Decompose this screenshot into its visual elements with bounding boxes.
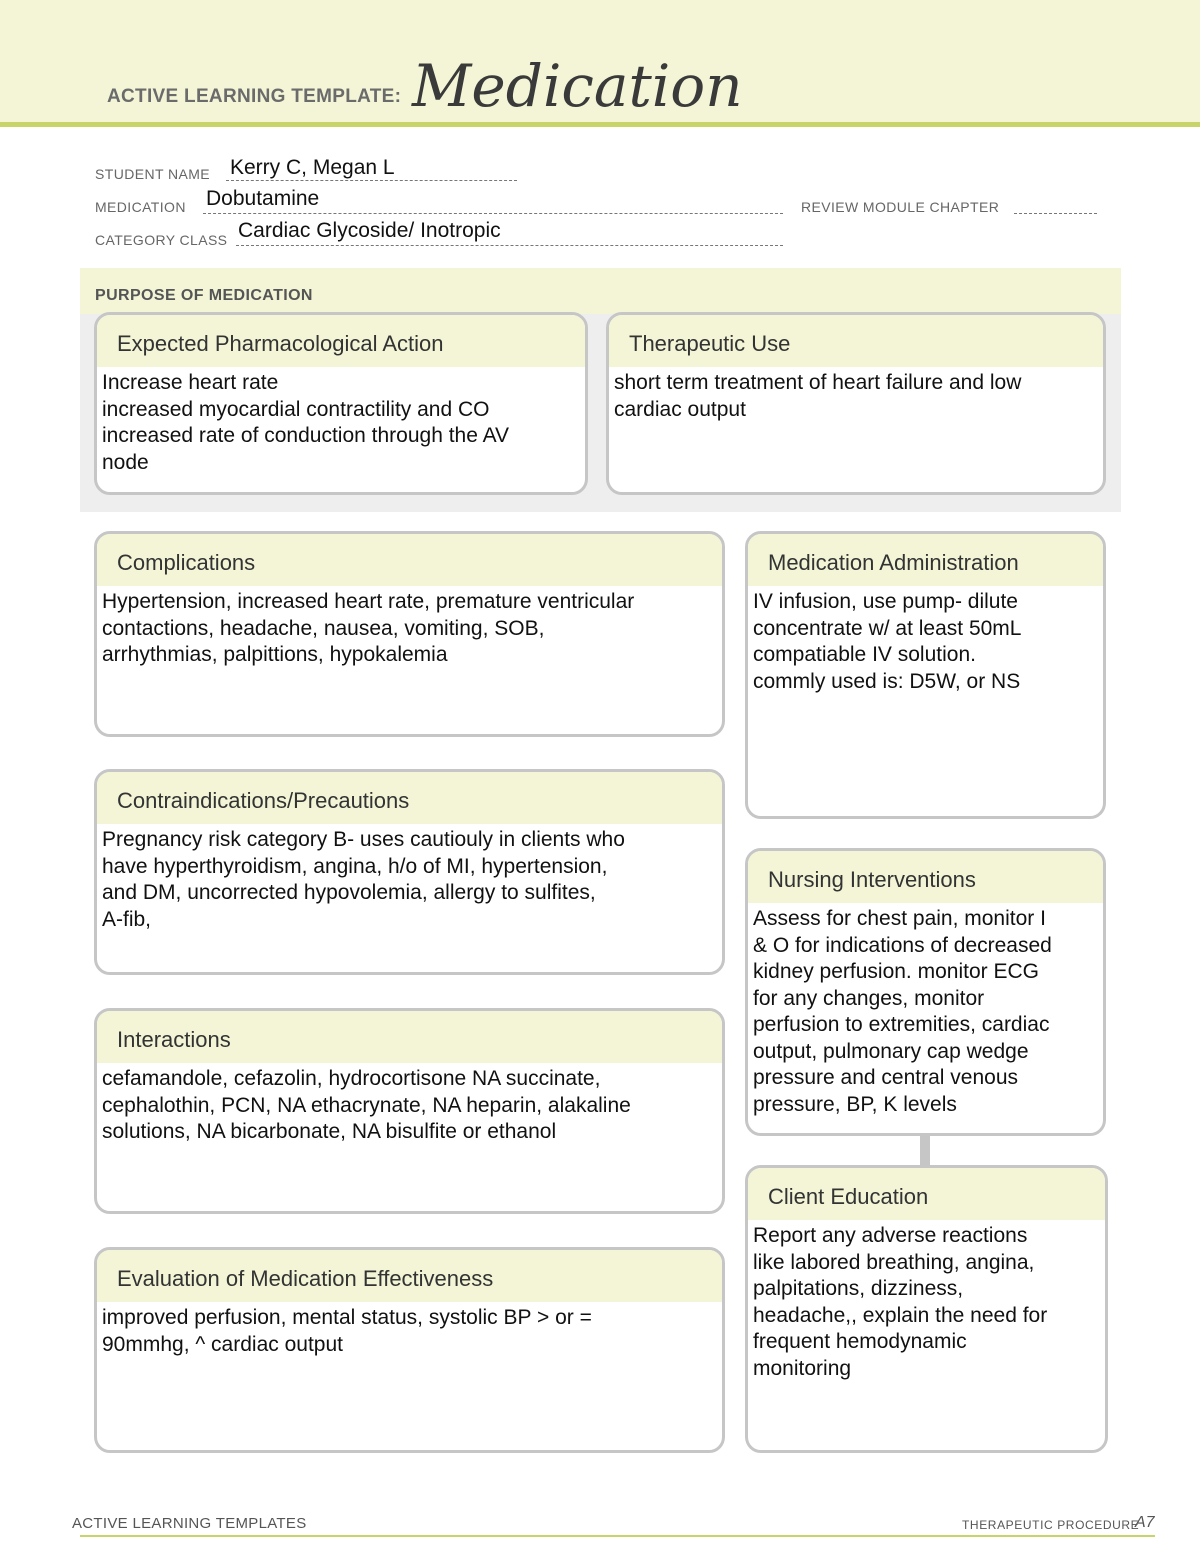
page-number: A7 xyxy=(1135,1514,1155,1531)
category-class-line xyxy=(236,245,783,246)
footer-rule xyxy=(80,1535,1155,1537)
card-title: Evaluation of Medication Effectiveness xyxy=(97,1250,722,1302)
card-body[interactable]: Report any adverse reactions like labored breathing, angina, palpitations, dizziness, headache,, explain the need for frequent hemodynamic monitoring xyxy=(753,1224,1048,1380)
student-name-field[interactable]: Kerry C, Megan L xyxy=(230,156,395,179)
student-name-label: STUDENT NAME xyxy=(95,166,210,182)
card-therapeutic-use xyxy=(606,312,1106,495)
card-body[interactable]: improved perfusion, mental status, systolic BP > or = 90mmhg, ^ cardiac output xyxy=(102,1306,592,1356)
card-client-education xyxy=(745,1165,1108,1453)
card-title: Client Education xyxy=(748,1168,1105,1220)
card-evaluation xyxy=(94,1247,725,1453)
card-title: Interactions xyxy=(97,1011,722,1063)
footer-left: ACTIVE LEARNING TEMPLATES xyxy=(72,1515,307,1532)
card-body[interactable]: Hypertension, increased heart rate, premature ventricular contactions, headache, nausea, vomiting, SOB, arrhythmias, palpittions, hypokalemia xyxy=(102,590,635,666)
card-nursing-interventions xyxy=(745,848,1106,1136)
card-title: Complications xyxy=(97,534,722,586)
category-class-label: CATEGORY CLASS xyxy=(95,232,228,248)
card-body[interactable]: Increase heart rate increased myocardial contractility and CO increased rate of conduction through the AV node xyxy=(102,371,510,474)
purpose-label: PURPOSE OF MEDICATION xyxy=(95,287,313,304)
page-title: Medication xyxy=(412,52,743,120)
card-body[interactable]: cefamandole, cefazolin, hydrocortisone NA succinate, cephalothin, PCN, NA ethacrynate, NA heparin, alakaline solutions, NA bicarbonate, NA bisulfite or ethanol xyxy=(102,1067,631,1143)
card-title: Contraindications/Precautions xyxy=(97,772,722,824)
card-title: Expected Pharmacological Action xyxy=(97,315,585,367)
medication-label: MEDICATION xyxy=(95,199,186,215)
card-title: Nursing Interventions xyxy=(748,851,1103,903)
footer-right: THERAPEUTIC PROCEDURE xyxy=(962,1518,1140,1532)
card-contraindications xyxy=(94,769,725,975)
review-module-label: REVIEW MODULE CHAPTER xyxy=(801,199,1000,215)
header-rule xyxy=(0,122,1200,127)
card-pharmacological-action xyxy=(94,312,588,495)
card-connector xyxy=(920,1134,930,1168)
card-title: Medication Administration xyxy=(748,534,1103,586)
card-medication-administration xyxy=(745,531,1106,819)
card-interactions xyxy=(94,1008,725,1214)
medication-field[interactable]: Dobutamine xyxy=(206,187,320,210)
card-title: Therapeutic Use xyxy=(609,315,1103,367)
medication-line xyxy=(203,213,783,214)
card-body[interactable]: short term treatment of heart failure and low cardiac output xyxy=(614,371,1022,421)
card-body[interactable]: IV infusion, use pump- dilute concentrate w/ at least 50mL compatiable IV solution. commly used is: D5W, or NS xyxy=(753,590,1022,693)
category-class-field[interactable]: Cardiac Glycoside/ Inotropic xyxy=(238,219,501,242)
student-name-line xyxy=(226,180,517,181)
card-body[interactable]: Assess for chest pain, monitor I & O for indications of decreased kidney perfusion. monitor ECG for any changes, monitor perfusion to extremities, cardiac output, pulmonary cap wedge pressure and central venous pressure, BP, K levels xyxy=(753,907,1052,1116)
template-label: ACTIVE LEARNING TEMPLATE: xyxy=(107,86,402,107)
card-body[interactable]: Pregnancy risk category B- uses cautiouly in clients who have hyperthyroidism, angina, h/o of MI, hypertension, and DM, uncorrected hypovolemia, allergy to sulfites, A-fib, xyxy=(102,828,625,931)
review-module-field[interactable] xyxy=(1014,213,1097,214)
card-complications xyxy=(94,531,725,737)
